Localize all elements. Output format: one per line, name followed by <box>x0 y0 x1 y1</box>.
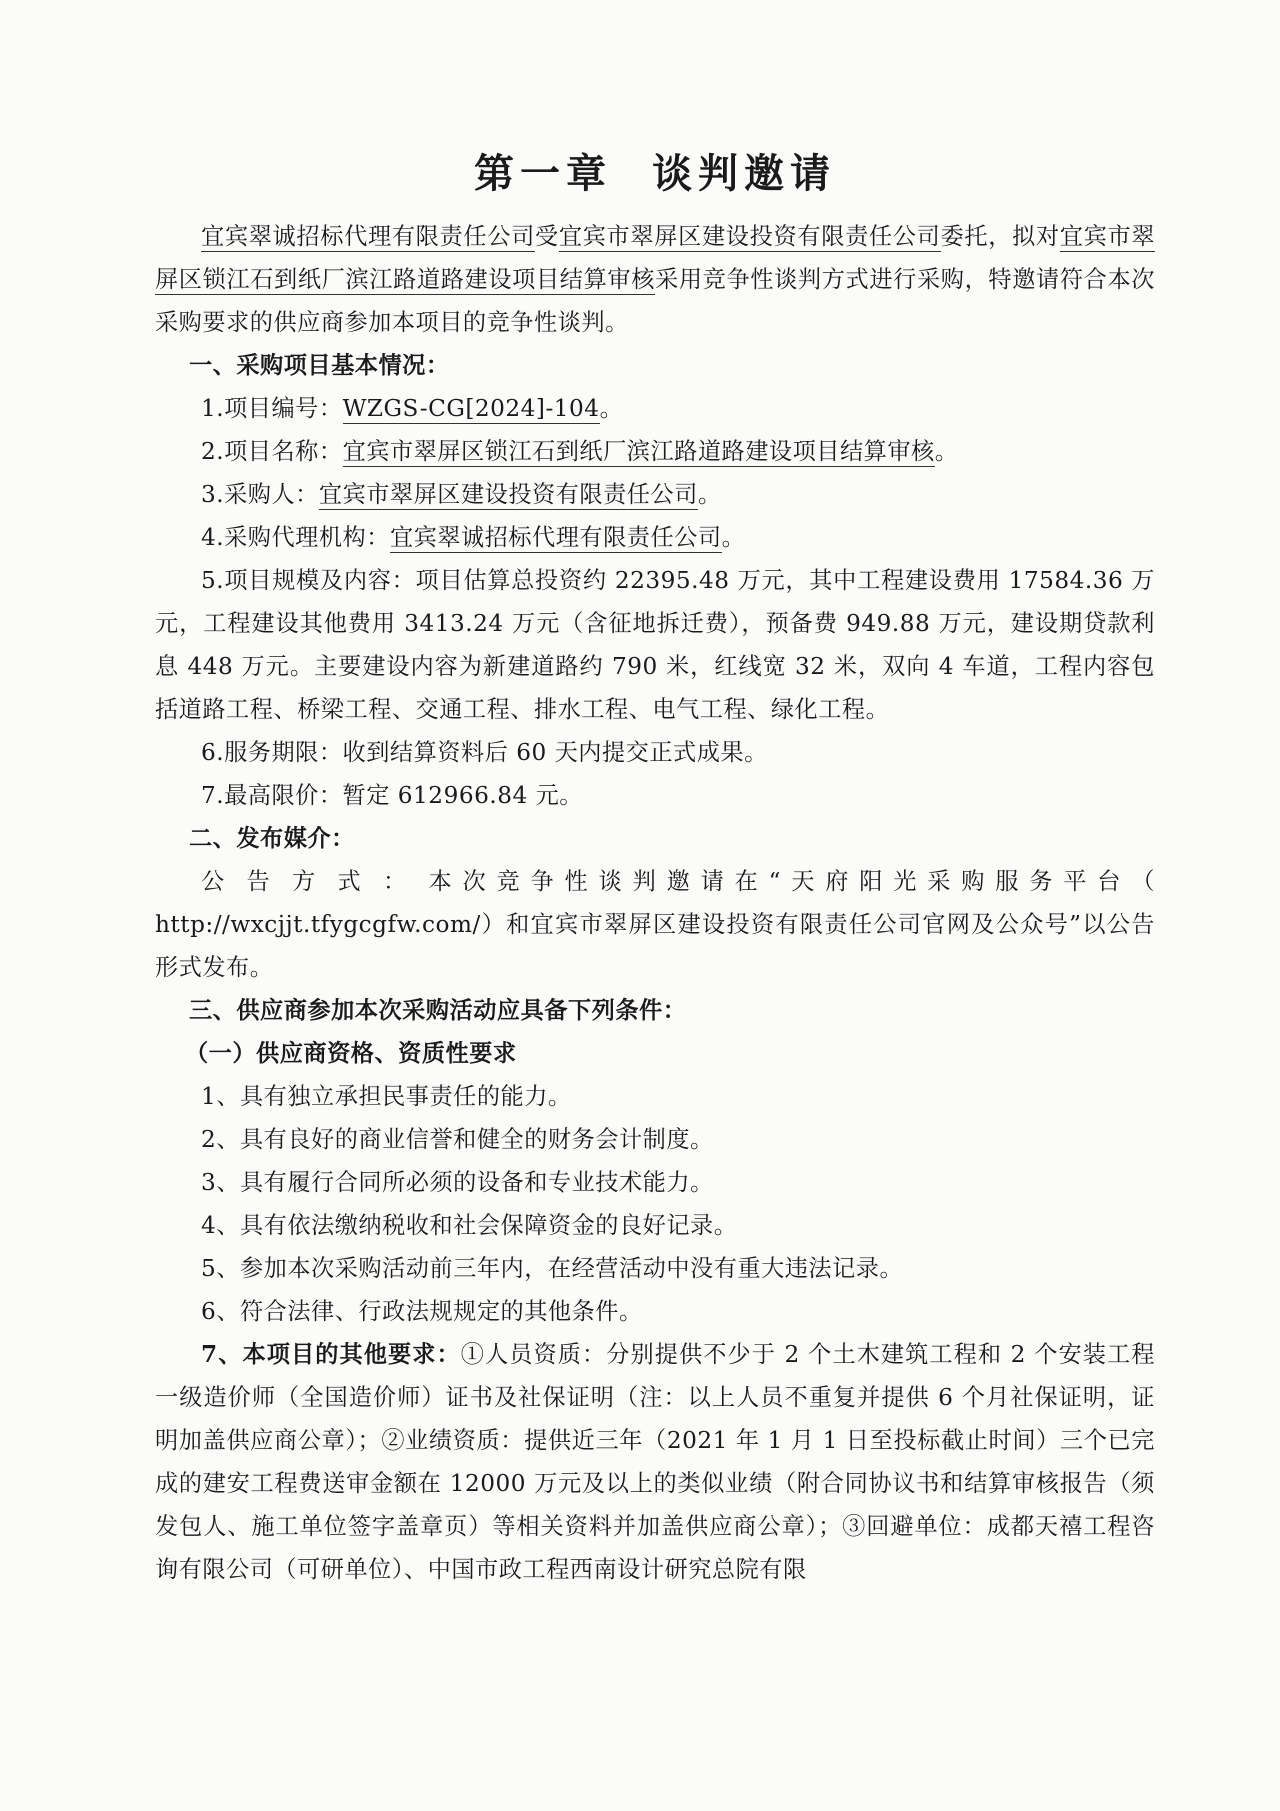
section-1-heading: 一、采购项目基本情况： <box>189 352 450 379</box>
requirement-item: 1、具有独立承担民事责任的能力。 <box>201 1083 572 1110</box>
requirement-item: 6、符合法律、行政法规规定的其他条件。 <box>201 1298 643 1325</box>
item-project-number: 1.项目编号：WZGS-CG[2024]-104。 <box>201 395 624 422</box>
requirement-item: 4、具有依法缴纳税收和社会保障资金的良好记录。 <box>201 1212 738 1239</box>
section-3-heading: 三、供应商参加本次采购活动应具备下列条件： <box>189 997 687 1024</box>
item-price-limit: 7.最高限价：暂定 612966.84 元。 <box>201 782 583 809</box>
item-purchaser: 3.采购人：宜宾市翠屏区建设投资有限责任公司。 <box>201 481 722 508</box>
item-service-period: 6.服务期限：收到结算资料后 60 天内提交正式成果。 <box>201 739 768 766</box>
publication-paragraph: 公告方式：本次竞争性谈判邀请在“天府阳光采购服务平台（ http://wxcjjt.tfygcgfw.com/）和宜宾市翠屏区建设投资有限责任公司官网及公众号”以公告形式发布。 <box>155 868 1155 981</box>
chapter-name: 谈判邀请 <box>652 151 836 197</box>
intro-paragraph: 宜宾翠诚招标代理有限责任公司受宜宾市翠屏区建设投资有限责任公司委托，拟对宜宾市翠屏区锁江石到纸厂滨江路道路建设项目结算审核采用竞争性谈判方式进行采购，特邀请符合本次采购要求的供应商参加本项目的竞争性谈判。 <box>155 223 1156 336</box>
agent-name: 宜宾翠诚招标代理有限责任公司 <box>201 223 535 250</box>
other-requirements: 7、本项目的其他要求：①人员资质：分别提供不少于 2 个土木建筑工程和 2 个安装工程一级造价师（全国造价师）证书及社保证明（注：以上人员不重复并提供 6 个月社保证明，证明加盖供应商公章）；②业绩资质：提供近三年（2021 年 1 月 1 日至投标截止时间）三个已完成的建安工程费送审金额在 12000 万元及以上的类似业绩（附合同协议书和结算审核报告（须发包人、施工单位签字盖章页）等相关资料并加盖供应商公章）；③回避单位：成都天禧工程咨询有限公司（可研单位）、中国市政工程西南设计研究总院有限 <box>155 1341 1155 1583</box>
item-project-scale: 5.项目规模及内容：项目估算总投资约 22395.48 万元，其中工程建设费用 17584.36 万元，工程建设其他费用 3413.24 万元（含征地拆迁费），预备费 949.88 万元，建设期贷款利息 448 万元。主要建设内容为新建道路约 790 米，红线宽 32 米，双向 4 车道，工程内容包括道路工程、桥梁工程、交通工程、排水工程、电气工程、绿化工程。 <box>155 567 1155 723</box>
item-agency: 4.采购代理机构：宜宾翠诚招标代理有限责任公司。 <box>201 524 746 551</box>
item-project-name: 2.项目名称：宜宾市翠屏区锁江石到纸厂滨江路道路建设项目结算审核。 <box>201 438 959 465</box>
purchaser-name: 宜宾市翠屏区建设投资有限责任公司 <box>558 223 941 250</box>
project-name: 宜宾市翠屏区锁江石到纸厂滨江路道路建设项目结算审核 <box>155 223 1156 293</box>
chapter-title <box>155 145 1155 203</box>
qualification-subheading: （一）供应商资格、资质性要求 <box>185 1040 517 1067</box>
requirement-item: 5、参加本次采购活动前三年内，在经营活动中没有重大违法记录。 <box>201 1255 904 1282</box>
requirement-item: 3、具有履行合同所必须的设备和专业技术能力。 <box>201 1169 714 1196</box>
requirement-item: 2、具有良好的商业信誉和健全的财务会计制度。 <box>201 1126 714 1153</box>
section-2-heading: 二、发布媒介： <box>189 825 355 852</box>
chapter-number: 第一章 <box>474 151 612 197</box>
